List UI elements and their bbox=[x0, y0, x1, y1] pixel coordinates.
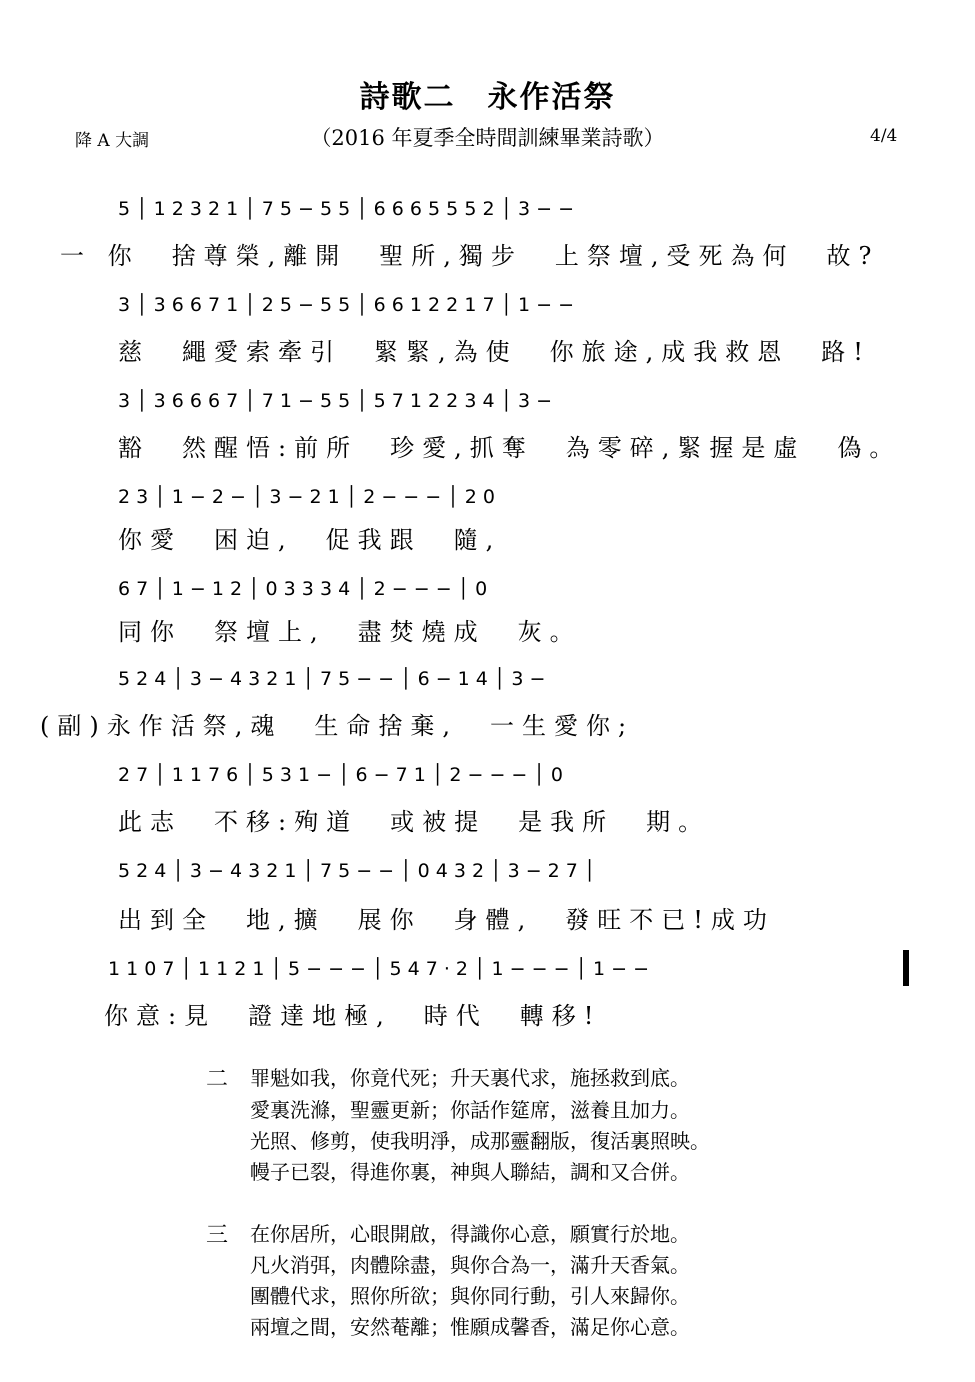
lyrics-row: 出到全 地,擴 展你 身體, 發旺不已!成功 bbox=[118, 906, 775, 934]
verse-line: 光照、修剪，使我明淨，成那靈翻版，復活裏照映。 bbox=[250, 1129, 710, 1153]
verse-line: 愛裏洗滌，聖靈更新；你話作筵席，滋養且加力。 bbox=[250, 1098, 690, 1122]
lyrics-row: 此志 不移:殉道 或被提 是我所 期。 bbox=[118, 808, 711, 836]
lyrics-row: 豁 然醒悟:前所 珍愛,抓奪 為零碎,緊握是虛 偽。 bbox=[118, 434, 902, 462]
lyrics-row: (副)永作活祭,魂 生命捨棄, 一生愛你; bbox=[40, 712, 635, 740]
verse-number: 三 bbox=[206, 1223, 229, 1248]
song-title: 詩歌二 永作活祭 bbox=[359, 80, 616, 115]
verse-line: 罪魁如我，你竟代死；升天裏代求，施拯救到底。 bbox=[250, 1066, 690, 1090]
verse-line: 凡火消弭，肉體除盡，與你合為一，滿升天香氣。 bbox=[250, 1253, 690, 1277]
lyrics-row: 同你 祭壇上, 盡焚燒成 灰。 bbox=[118, 618, 582, 646]
final-barline bbox=[903, 950, 909, 986]
song-subtitle: （2016 年夏季全時間訓練畢業詩歌） bbox=[310, 126, 665, 150]
notation-row: 6 7 │ 1 − 1 2 │ 0 3 3 3 4 │ 2 − − − │ 0 bbox=[118, 578, 488, 600]
key-signature: 降 A 大調 bbox=[75, 131, 150, 151]
notation-row: 3 │ 3 6 6 6 7 │ 7 1 − 5 5 │ 5 7 1 2 2 3 4 │ 3 − bbox=[118, 390, 553, 412]
lyrics-row: 慈 繩愛索牽引 緊緊,為使 你旅途,成我救恩 路! bbox=[118, 338, 871, 366]
notation-row: 5 2 4 │ 3 − 4 3 2 1 │ 7 5 − − │ 6 − 1 4 │ 3 − bbox=[118, 668, 546, 690]
notation-row: 2 7 │ 1 1 7 6 │ 5 3 1 − │ 6 − 7 1 │ 2 − − − │ 0 bbox=[118, 764, 563, 786]
notation-row: 5 2 4 │ 3 − 4 3 2 1 │ 7 5 − − │ 0 4 3 2 │ 3 − 2 7 │ bbox=[118, 860, 596, 882]
verse-line: 在你居所，心眼開啟，得識你心意，願實行於地。 bbox=[250, 1222, 690, 1246]
verse-line: 兩壇之間，安然菴離；惟願成馨香，滿足你心意。 bbox=[250, 1315, 690, 1339]
lyrics-row: 你意:見 證達地極, 時代 轉移! bbox=[104, 1002, 602, 1030]
notation-row: 3 │ 3 6 6 7 1 │ 2 5 − 5 5 │ 6 6 1 2 2 1 7 │ 1 − − bbox=[118, 294, 575, 316]
time-signature: 4/4 bbox=[870, 126, 898, 146]
notation-row: 1 1 0 7 │ 1 1 2 1 │ 5 − − − │ 5 4 7 · 2 │ 1 − − − │ 1 − − bbox=[108, 958, 650, 980]
verse-line: 團體代求，照你所欲；與你同行動，引人來歸你。 bbox=[250, 1284, 690, 1308]
lyrics-row: 你愛 困迫, 促我跟 隨, bbox=[118, 526, 502, 554]
lyrics-row: 一 你 捨尊榮,離開 聖所,獨步 上祭壇,受死為何 故? bbox=[60, 242, 880, 270]
notation-row: 2 3 │ 1 − 2 − │ 3 − 2 1 │ 2 − − − │ 2 0 bbox=[118, 486, 495, 508]
verse-number: 二 bbox=[206, 1067, 229, 1092]
verse-line: 幔子已裂，得進你裏，神與人聯結，調和又合併。 bbox=[250, 1160, 690, 1184]
notation-row: 5 │ 1 2 3 2 1 │ 7 5 − 5 5 │ 6 6 6 5 5 5 2 │ 3 − − bbox=[118, 198, 575, 220]
